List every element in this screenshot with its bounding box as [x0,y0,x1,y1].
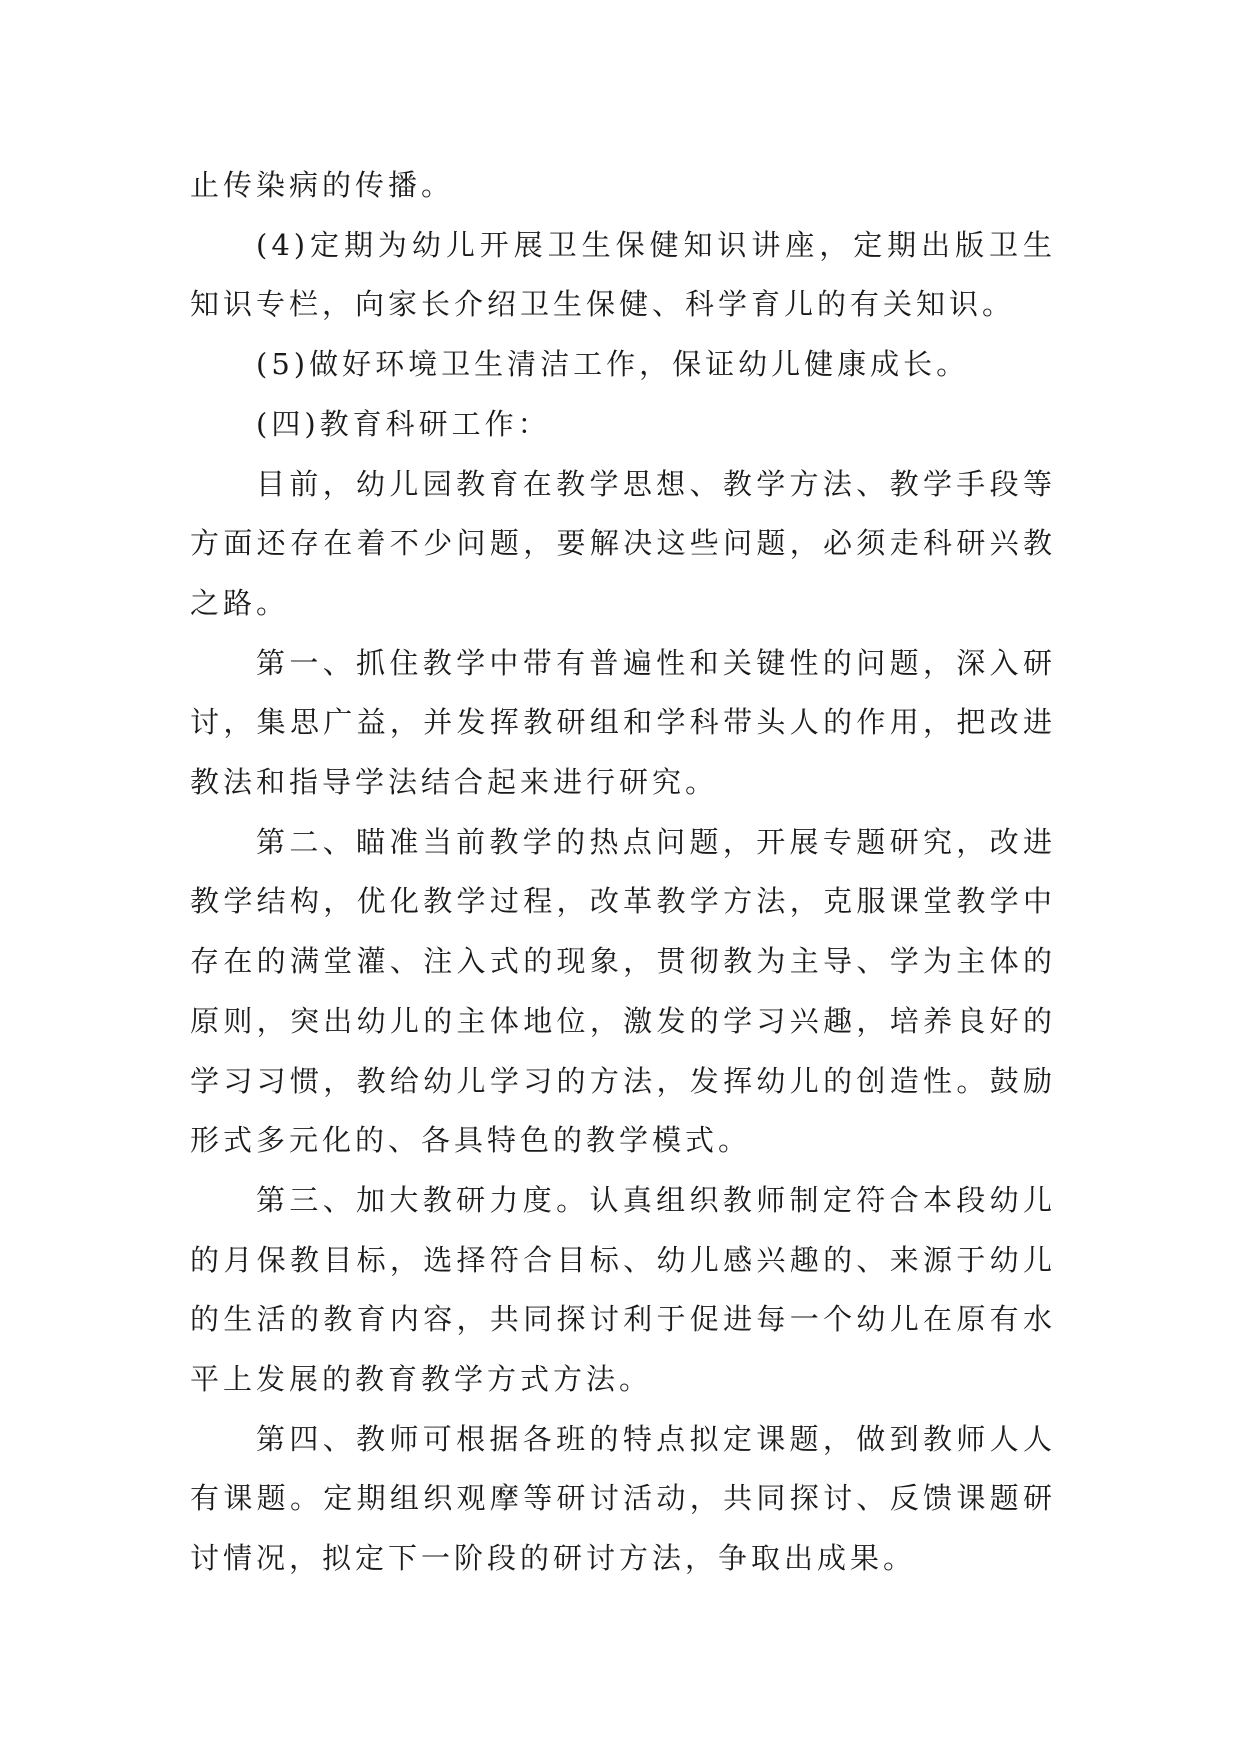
section-heading: (四)教育科研工作： [256,406,551,441]
paragraph: 目前，幼儿园教育在教学思想、教学方法、教学手段等方面还存在着不少问题，要解决这些问题，必须走科研兴教之路。 [190,466,1056,620]
document-body [190,156,1056,1589]
paragraph: (5)做好环境卫生清洁工作，保证幼儿健康成长。 [256,347,970,382]
paragraph: (4)定期为幼儿开展卫生保健知识讲座，定期出版卫生知识专栏，向家长介绍卫生保健、科学育儿的有关知识。 [190,227,1056,322]
paragraph: 第三、加大教研力度。认真组织教师制定符合本段幼儿的月保教目标，选择符合目标、幼儿感兴趣的、来源于幼儿的生活的教育内容，共同探讨利于促进每一个幼儿在原有水平上发展的教育教学方式方法。 [190,1182,1056,1397]
paragraph: 第二、瞄准当前教学的热点问题，开展专题研究，改进教学结构，优化教学过程，改革教学方法，克服课堂教学中存在的满堂灌、注入式的现象，贯彻教为主导、学为主体的原则，突出幼儿的主体地位，激发的学习兴趣，培养良好的学习习惯，教给幼儿学习的方法，发挥幼儿的创造性。鼓励形式多元化的、各具特色的教学模式。 [190,824,1056,1158]
paragraph: 第一、抓住教学中带有普遍性和关键性的问题，深入研讨，集思广益，并发挥教研组和学科带头人的作用，把改进教法和指导学法结合起来进行研究。 [190,645,1056,800]
paragraph: 止传染病的传播。 [190,168,455,202]
paragraph: 第四、教师可根据各班的特点拟定课题，做到教师人人有课题。定期组织观摩等研讨活动，共同探讨、反馈课题研讨情况，拟定下一阶段的研讨方法，争取出成果。 [190,1421,1056,1576]
